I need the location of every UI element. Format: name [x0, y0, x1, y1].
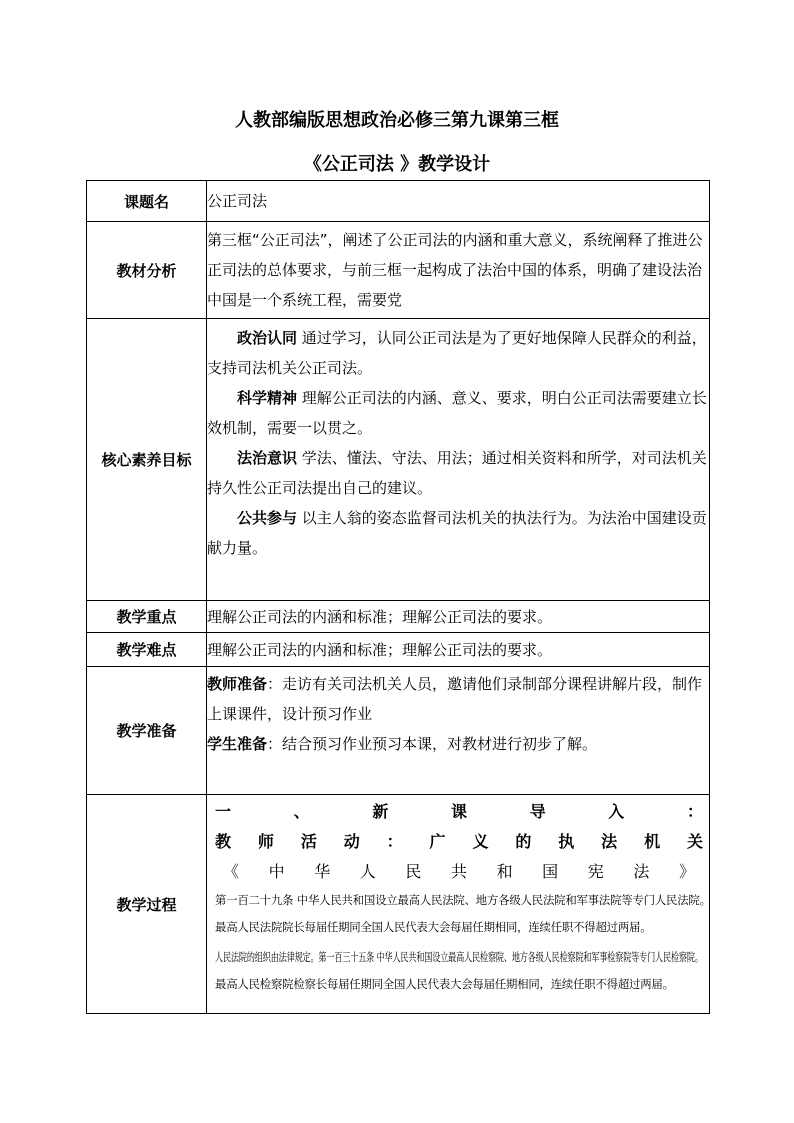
row-topic [87, 181, 710, 222]
line3-char: 中 [268, 862, 285, 881]
document-subtitle: 《公正司法 》教学设计 [303, 154, 491, 175]
line1-char: ： [686, 802, 703, 821]
process-teacher-activity-line [215, 827, 703, 857]
constitution-procurator-term: 最高人民检察院检察长每届任期同全国人民代表大会每届任期相同，连续任职不得超过两届。 [215, 977, 674, 991]
row-key-points-value: 理解公正司法的内涵和标准；理解公正司法的要求。 [207, 601, 710, 633]
row-material-analysis-label: 教材分析 [87, 222, 207, 319]
line3-char: 共 [450, 862, 467, 881]
lesson-plan-table [86, 180, 710, 1014]
row-core-goals-content [207, 319, 710, 601]
goal-law-text: 学法、懂法、守法、用法；通过相关资料和所学，对司法机关持久性公正司法提出自己的建议。 [207, 449, 707, 497]
line1-char: 、 [293, 802, 310, 821]
row-process-content [207, 795, 710, 1014]
line2-char: 的 [515, 832, 532, 851]
line2-char: 机 [644, 832, 661, 851]
row-material-analysis [87, 222, 710, 319]
line2-char: 执 [558, 832, 575, 851]
goal-science-text: 理解公正司法的内涵、意义、要求，明白公正司法需要建立长效机制，需要一以贯之。 [207, 389, 707, 437]
line2-char: 活 [300, 832, 317, 851]
goal-public-text: 以主人翁的姿态监督司法机关的执法行为。为法治中国建设贡献力量。 [207, 509, 707, 557]
line1-char: 导 [529, 802, 546, 821]
line2-char: 法 [601, 832, 618, 851]
row-process-label: 教学过程 [87, 795, 207, 1014]
prep-student [207, 729, 709, 759]
line2-char: 义 [472, 832, 489, 851]
prep-teacher-head: 教师准备 [207, 675, 268, 693]
line3-char: 国 [542, 862, 559, 881]
process-heading-line [215, 797, 703, 827]
line3-char: 人 [359, 862, 376, 881]
row-preparation-label: 教学准备 [87, 667, 207, 795]
row-topic-value: 公正司法 [207, 181, 710, 222]
prep-teacher-text: ：走访有关司法机关人员，邀请他们录制部分课程讲解片段，制作上课课件，设计预习作业 [207, 675, 703, 723]
line3-char: 华 [314, 862, 331, 881]
line2-char: 关 [686, 832, 703, 851]
constitution-article-135: 人民法院的组织由法律规定。第一百三十五条 中华人民共和国设立最高人民检察院、地方各级人民检察院和军事检察院等专门人民检察院。 [215, 950, 703, 964]
row-process [87, 795, 710, 1014]
document-title: 人教部编版思想政治必修三第九课第三框 [235, 110, 559, 131]
goal-science [207, 383, 709, 443]
line3-char: 民 [405, 862, 422, 881]
line1-char: 入 [608, 802, 625, 821]
row-preparation-content [207, 667, 710, 795]
process-constitution-line [215, 857, 703, 887]
row-preparation [87, 667, 710, 795]
constitution-article-129: 第一百二十九条 中华人民共和国设立最高人民法院、地方各级人民法院和军事法院等专门人民法院。 [215, 893, 711, 907]
goal-public-head: 公共参与 [237, 509, 298, 527]
line1-char: 新 [372, 802, 389, 821]
row-key-points [87, 601, 710, 633]
prep-teacher [207, 669, 709, 729]
line3-char: 宪 [587, 862, 604, 881]
line1-char: 课 [450, 802, 467, 821]
row-difficult-points-label: 教学难点 [87, 633, 207, 667]
line2-char: 师 [257, 832, 274, 851]
row-core-goals-label: 核心素养目标 [87, 319, 207, 601]
row-key-points-label: 教学重点 [87, 601, 207, 633]
goal-science-head: 科学精神 [237, 389, 298, 407]
goal-public [207, 503, 709, 563]
goal-law-head: 法治意识 [237, 449, 298, 467]
goal-political-head: 政治认同 [237, 329, 298, 347]
constitution-court-term: 最高人民法院院长每届任期同全国人民代表大会每届任期相同，连续任职不得超过两届。 [215, 920, 652, 934]
line3-char: 《 [223, 862, 240, 881]
line1-char: 一 [215, 802, 232, 821]
row-material-analysis-value: 第三框“公正司法”，阐述了公正司法的内涵和重大意义，系统阐释了推进公正司法的总体要求，与前三框一起构成了法治中国的体系，明确了建设法治中国是一个系统工程，需要党 [207, 222, 710, 319]
row-core-goals [87, 319, 710, 601]
line2-char: 广 [429, 832, 446, 851]
line2-char: 教 [215, 832, 232, 851]
goal-political-text: 通过学习，认同公正司法是为了更好地保障人民群众的利益，支持司法机关公正司法。 [207, 329, 707, 377]
goal-law [207, 443, 709, 503]
line3-char: 法 [633, 862, 650, 881]
row-difficult-points [87, 633, 710, 667]
row-difficult-points-value: 理解公正司法的内涵和标准；理解公正司法的要求。 [207, 633, 710, 667]
prep-student-head: 学生准备 [207, 735, 268, 753]
row-topic-label: 课题名 [87, 181, 207, 222]
line2-char: 动 [343, 832, 360, 851]
prep-student-text: ：结合预习作业预习本课，对教材进行初步了解。 [267, 735, 598, 753]
line2-char: ： [386, 832, 403, 851]
line3-char: 和 [496, 862, 513, 881]
goal-political [207, 323, 709, 383]
line3-char: 》 [678, 862, 695, 881]
